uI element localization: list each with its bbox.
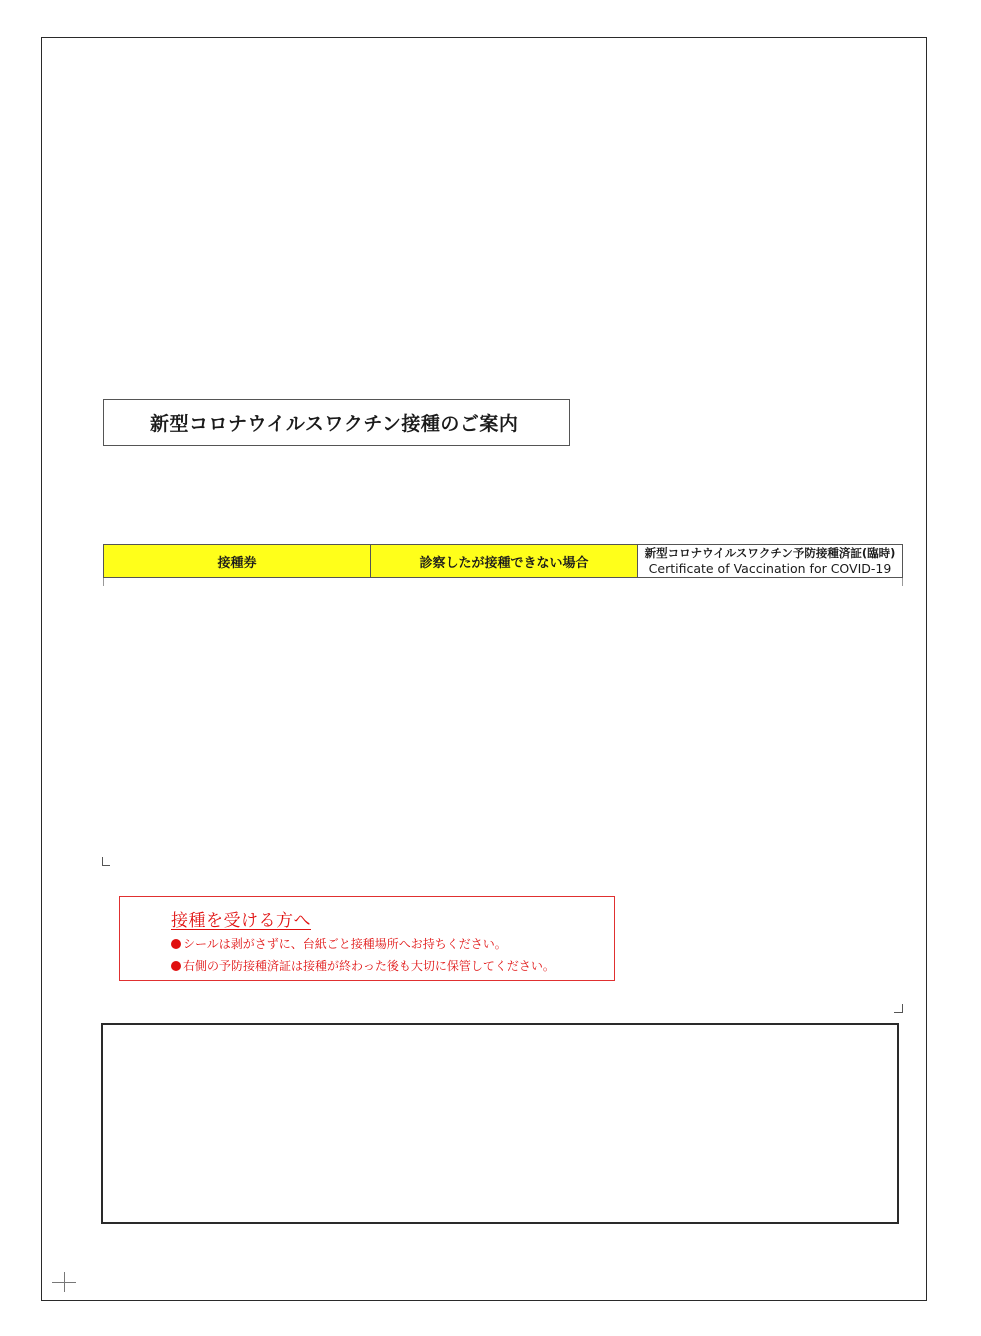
tab-row-tick-right [902, 578, 903, 586]
bullet-icon [171, 961, 181, 971]
certificate-title-en: Certificate of Vaccination for COVID-19 [648, 561, 892, 576]
notice-title: 接種を受ける方へ [171, 911, 311, 931]
corner-crop-mark-left [102, 857, 110, 866]
corner-crop-mark-right [894, 1004, 903, 1013]
notice-line [171, 935, 507, 952]
tab-examined-not-vaccinated: 診察したが接種できない場合 [371, 545, 638, 577]
section-tab-row [103, 544, 903, 578]
tab-vaccination-certificate [638, 545, 902, 577]
bullet-icon [171, 939, 181, 949]
registration-crosshair-icon [52, 1272, 76, 1292]
tab-vaccination-ticket: 接種券 [104, 545, 371, 577]
notice-line-text: 右側の予防接種済証は接種が終わった後も大切に保管してください。 [183, 959, 555, 973]
certificate-title-jp: 新型コロナウイルスワクチン予防接種済証(臨時) [644, 546, 896, 560]
document-title: 新型コロナウイルスワクチン接種のご案内 [103, 399, 570, 446]
notice-line-text: シールは剥がさずに、台紙ごと接種場所へお持ちください。 [183, 937, 507, 951]
bottom-empty-box [101, 1023, 899, 1224]
tab-row-tick-left [103, 578, 104, 586]
notice-box [119, 896, 615, 981]
notice-line [171, 957, 555, 974]
